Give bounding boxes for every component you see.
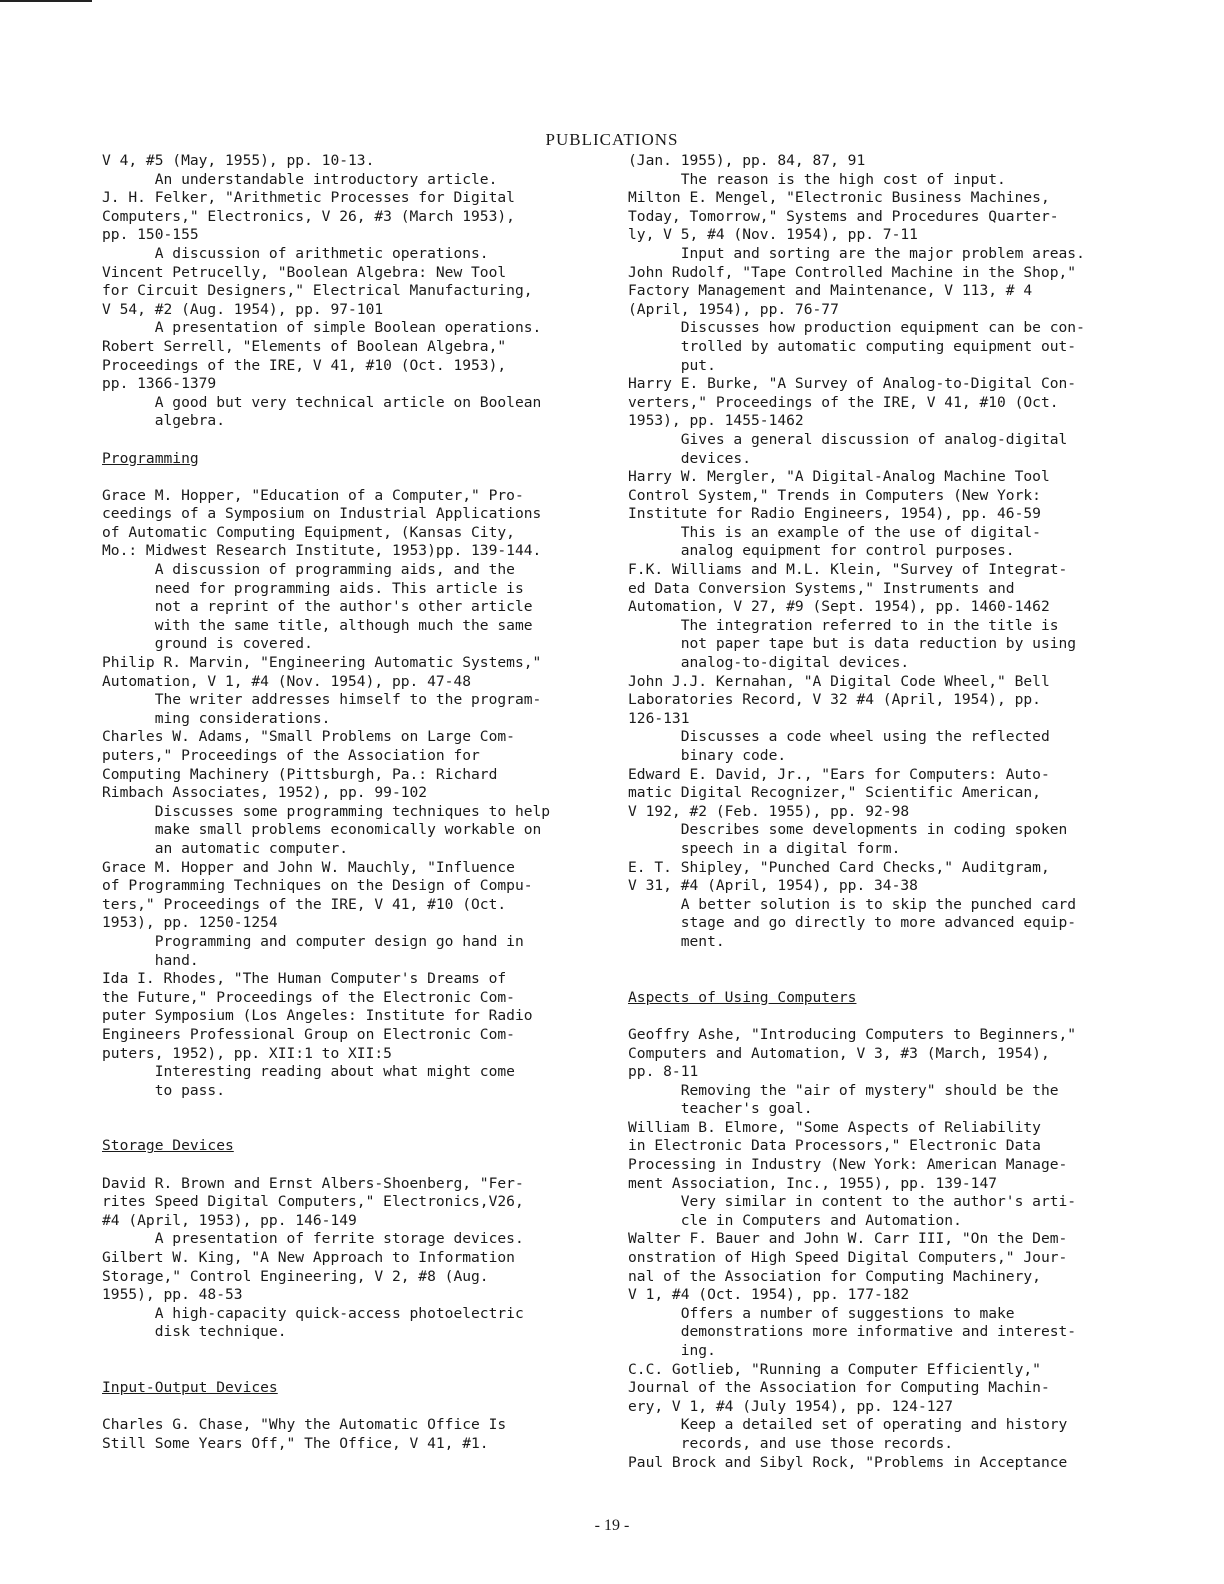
section-heading: Programming: [102, 449, 199, 467]
text-line: not paper tape but is data reduction by using: [628, 635, 1077, 653]
text-line: A good but very technical article on Boolean: [102, 393, 542, 411]
text-line: Offers a number of suggestions to make: [628, 1304, 1015, 1322]
text-line: Charles G. Chase, "Why the Automatic Office Is: [102, 1416, 507, 1434]
page-header: PUBLICATIONS: [545, 130, 679, 149]
text-line: Programming and computer design go hand in: [102, 932, 524, 950]
text-line: puter Symposium (Los Angeles: Institute for Radio: [102, 1007, 533, 1025]
text-line: pp. 8-11: [628, 1063, 699, 1081]
text-line: Laboratories Record, V 32 #4 (April, 1954), pp.: [628, 691, 1041, 709]
text-line: A discussion of arithmetic operations.: [102, 244, 489, 262]
text-line: hand.: [102, 951, 199, 969]
text-line: ground is covered.: [102, 635, 313, 653]
text-line: A high-capacity quick-access photoelectric: [102, 1304, 524, 1322]
blank-line: [628, 1007, 1128, 1026]
text-line: Discusses a code wheel using the reflected: [628, 728, 1050, 746]
text-line: Computing Machinery (Pittsburgh, Pa.: Richard: [102, 765, 498, 783]
text-line: An understandable introductory article.: [102, 170, 498, 188]
text-line: Computers and Automation, V 3, #3 (March, 1954),: [628, 1044, 1050, 1062]
text-line: Grace M. Hopper and John W. Mauchly, "Influence: [102, 858, 515, 876]
text-line: demonstrations more informative and interest-: [628, 1323, 1077, 1341]
text-line: J. H. Felker, "Arithmetic Processes for Digital: [102, 189, 515, 207]
text-line: (April, 1954), pp. 76-77: [628, 300, 839, 318]
text-line: Removing the "air of mystery" should be the: [628, 1081, 1059, 1099]
text-line: Factory Management and Maintenance, V 113, # 4: [628, 282, 1033, 300]
text-line: Keep a detailed set of operating and history: [628, 1416, 1068, 1434]
section-heading: Storage Devices: [102, 1137, 234, 1155]
text-line: puters," Proceedings of the Association for: [102, 747, 480, 764]
top-rule: [0, 0, 92, 2]
blank-line: [102, 1100, 572, 1119]
text-line: The integration referred to in the title is: [628, 616, 1059, 634]
text-line: Input and sorting are the major problem areas.: [628, 244, 1085, 262]
text-line: Geoffry Ashe, "Introducing Computers to Beginners,": [628, 1025, 1077, 1043]
text-line: V 31, #4 (April, 1954), pp. 34-38: [628, 877, 918, 895]
text-line: A presentation of simple Boolean operations.: [102, 319, 542, 337]
text-line: make small problems economically workable on: [102, 821, 542, 839]
text-line: (Jan. 1955), pp. 84, 87, 91: [628, 152, 866, 169]
section-heading: Aspects of Using Computers: [628, 988, 857, 1006]
text-line: Today, Tomorrow," Systems and Procedures Quarter-: [628, 207, 1059, 225]
text-line: F.K. Williams and M.L. Klein, "Survey of Integrat-: [628, 561, 1068, 579]
text-line: V 1, #4 (Oct. 1954), pp. 177-182: [628, 1286, 910, 1304]
text-line: John Rudolf, "Tape Controlled Machine in the Shop,": [628, 263, 1077, 281]
right-column: [628, 152, 1128, 1472]
text-line: rites Speed Digital Computers," Electronics,V26,: [102, 1193, 524, 1211]
text-line: Harry E. Burke, "A Survey of Analog-to-Digital Con-: [628, 375, 1077, 393]
text-line: Harry W. Mergler, "A Digital-Analog Machine Tool: [628, 468, 1050, 486]
text-line: verters," Proceedings of the IRE, V 41, #10 (Oct.: [628, 393, 1059, 411]
text-line: Automation, V 1, #4 (Nov. 1954), pp. 47-48: [102, 672, 472, 690]
text-line: Very similar in content to the author's arti-: [628, 1193, 1077, 1211]
text-line: disk technique.: [102, 1323, 287, 1341]
text-line: speech in a digital form.: [628, 839, 901, 857]
text-line: A presentation of ferrite storage devices.: [102, 1230, 524, 1248]
text-line: Edward E. David, Jr., "Ears for Computers: Auto-: [628, 765, 1050, 783]
text-line: 1953), pp. 1250-1254: [102, 914, 278, 932]
text-line: David R. Brown and Ernst Albers-Shoenberg, "Fer-: [102, 1174, 524, 1192]
text-line: John J.J. Kernahan, "A Digital Code Wheel," Bell: [628, 672, 1050, 690]
text-line: 126-131: [628, 709, 690, 727]
text-line: Grace M. Hopper, "Education of a Computer," Pro-: [102, 486, 524, 504]
text-line: Milton E. Mengel, "Electronic Business Machines,: [628, 189, 1050, 207]
text-line: The reason is the high cost of input.: [628, 170, 1006, 188]
section-heading: Input-Output Devices: [102, 1379, 278, 1397]
text-line: ment.: [628, 932, 725, 950]
text-line: an automatic computer.: [102, 839, 349, 857]
text-line: nal of the Association for Computing Machinery,: [628, 1267, 1041, 1285]
text-line: ly, V 5, #4 (Nov. 1954), pp. 7-11: [628, 226, 918, 244]
text-line: Robert Serrell, "Elements of Boolean Algebra,": [102, 337, 507, 355]
blank-line: [102, 1361, 572, 1380]
text-line: need for programming aids. This article is: [102, 579, 524, 597]
blank-line: [102, 1156, 572, 1175]
left-column: [102, 152, 572, 1454]
text-line: devices.: [628, 449, 752, 467]
text-line: C.C. Gotlieb, "Running a Computer Efficiently,": [628, 1360, 1041, 1378]
text-line: analog equipment for control purposes.: [628, 542, 1015, 560]
text-line: Processing in Industry (New York: American Manage-: [628, 1156, 1068, 1174]
text-line: puters, 1952), pp. XII:1 to XII:5: [102, 1044, 392, 1062]
text-line: ming considerations.: [102, 709, 331, 727]
text-line: onstration of High Speed Digital Computers," Jour-: [628, 1249, 1068, 1267]
text-line: #4 (April, 1953), pp. 146-149: [102, 1211, 357, 1229]
text-line: Vincent Petrucelly, "Boolean Algebra: New Tool: [102, 263, 507, 281]
blank-line: [102, 1398, 572, 1417]
text-line: A better solution is to skip the punched card: [628, 895, 1077, 913]
text-line: the Future," Proceedings of the Electronic Com-: [102, 988, 515, 1006]
text-line: Discusses how production equipment can be con-: [628, 319, 1085, 337]
text-line: Gives a general discussion of analog-digital: [628, 430, 1068, 448]
text-line: 1955), pp. 48-53: [102, 1286, 243, 1304]
text-line: Paul Brock and Sibyl Rock, "Problems in Acceptance: [628, 1453, 1068, 1471]
text-line: stage and go directly to more advanced equip-: [628, 914, 1077, 932]
text-line: of Automatic Computing Equipment, (Kansas City,: [102, 523, 515, 541]
text-line: Still Some Years Off," The Office, V 41, #1.: [102, 1434, 489, 1452]
text-line: pp. 1366-1379: [102, 375, 217, 393]
text-line: to pass.: [102, 1081, 226, 1099]
text-line: ery, V 1, #4 (July 1954), pp. 124-127: [628, 1397, 954, 1415]
text-line: trolled by automatic computing equipment out-: [628, 337, 1077, 355]
text-line: Charles W. Adams, "Small Problems on Large Com-: [102, 728, 515, 746]
text-line: Proceedings of the IRE, V 41, #10 (Oct. 1953),: [102, 356, 507, 374]
text-line: V 192, #2 (Feb. 1955), pp. 92-98: [628, 802, 910, 820]
text-line: ed Data Conversion Systems," Instruments and: [628, 579, 1015, 597]
text-line: ceedings of a Symposium on Industrial Applications: [102, 505, 542, 523]
text-line: The writer addresses himself to the program-: [102, 691, 542, 709]
text-line: V 4, #5 (May, 1955), pp. 10-13.: [102, 152, 375, 169]
page-number: - 19 -: [594, 1517, 630, 1534]
text-line: pp. 150-155: [102, 226, 199, 244]
text-line: A discussion of programming aids, and the: [102, 561, 515, 579]
blank-line: [628, 970, 1128, 989]
text-line: Gilbert W. King, "A New Approach to Information: [102, 1249, 515, 1267]
text-line: teacher's goal.: [628, 1100, 813, 1118]
text-line: This is an example of the use of digital-: [628, 523, 1041, 541]
blank-line: [102, 1342, 572, 1361]
text-line: Mo.: Midwest Research Institute, 1953)pp. 139-144.: [102, 542, 542, 560]
text-line: not a reprint of the author's other article: [102, 598, 533, 616]
text-line: analog-to-digital devices.: [628, 654, 910, 672]
text-line: Describes some developments in coding spoken: [628, 821, 1068, 839]
text-line: Storage," Control Engineering, V 2, #8 (Aug.: [102, 1267, 489, 1285]
text-line: for Circuit Designers," Electrical Manufacturing,: [102, 282, 533, 300]
text-line: Journal of the Association for Computing Machin-: [628, 1379, 1050, 1397]
text-line: binary code.: [628, 747, 787, 764]
blank-line: [628, 952, 1128, 971]
text-line: 1953), pp. 1455-1462: [628, 412, 804, 430]
text-line: William B. Elmore, "Some Aspects of Reliability: [628, 1118, 1041, 1136]
text-line: records, and use those records.: [628, 1434, 954, 1452]
text-line: algebra.: [102, 412, 226, 430]
text-line: Walter F. Bauer and John W. Carr III, "On the Dem-: [628, 1230, 1068, 1248]
blank-line: [102, 1119, 572, 1138]
blank-line: [102, 431, 572, 450]
text-line: cle in Computers and Automation.: [628, 1211, 962, 1229]
text-line: matic Digital Recognizer," Scientific American,: [628, 784, 1041, 802]
text-line: Discusses some programming techniques to help: [102, 802, 551, 820]
text-line: Philip R. Marvin, "Engineering Automatic Systems,": [102, 654, 542, 672]
text-line: Control System," Trends in Computers (New York:: [628, 486, 1041, 504]
text-line: Rimbach Associates, 1952), pp. 99-102: [102, 784, 428, 802]
text-line: Automation, V 27, #9 (Sept. 1954), pp. 1460-1462: [628, 598, 1050, 616]
blank-line: [102, 468, 572, 487]
text-line: E. T. Shipley, "Punched Card Checks," Auditgram,: [628, 858, 1050, 876]
text-line: put.: [628, 356, 716, 374]
text-line: ing.: [628, 1342, 716, 1359]
text-line: with the same title, although much the same: [102, 616, 533, 634]
text-line: of Programming Techniques on the Design of Compu-: [102, 877, 533, 895]
text-line: Interesting reading about what might come: [102, 1063, 515, 1081]
text-line: ters," Proceedings of the IRE, V 41, #10 (Oct.: [102, 895, 507, 913]
text-line: Institute for Radio Engineers, 1954), pp. 46-59: [628, 505, 1041, 523]
text-line: Computers," Electronics, V 26, #3 (March 1953),: [102, 207, 515, 225]
text-line: V 54, #2 (Aug. 1954), pp. 97-101: [102, 300, 384, 318]
text-line: in Electronic Data Processors," Electronic Data: [628, 1137, 1041, 1155]
text-line: ment Association, Inc., 1955), pp. 139-147: [628, 1174, 998, 1192]
text-line: Ida I. Rhodes, "The Human Computer's Dreams of: [102, 970, 507, 988]
text-line: Engineers Professional Group on Electronic Com-: [102, 1025, 515, 1043]
